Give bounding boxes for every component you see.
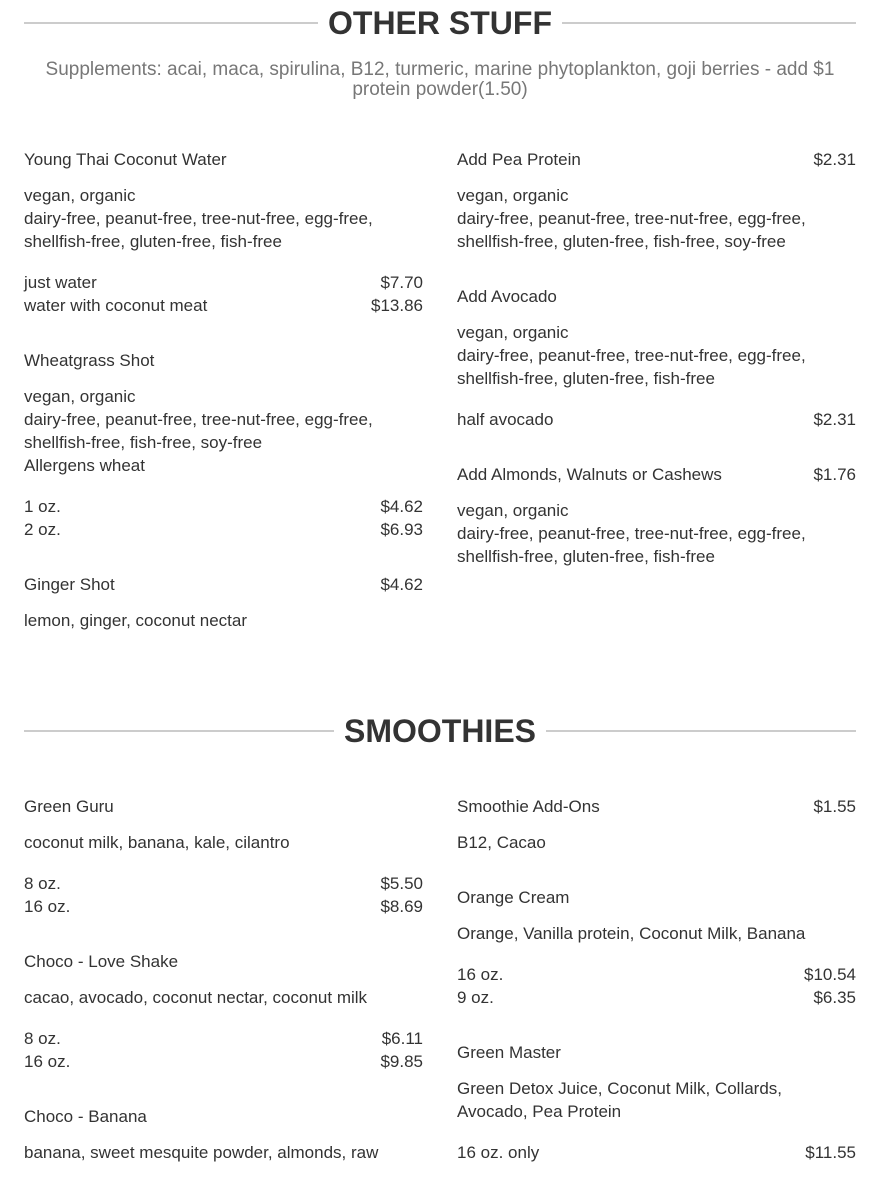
menu-item-description: [24, 609, 423, 632]
size-option-label: 2 oz.: [24, 520, 61, 539]
menu-item-description: [24, 184, 423, 253]
menu-item-name: Smoothie Add-Ons: [457, 797, 600, 816]
menu-item[interactable]: [24, 795, 423, 918]
menu-item[interactable]: [24, 148, 423, 317]
description-line: vegan, organic: [24, 387, 136, 406]
menu-item-price: $1.76: [813, 465, 856, 484]
menu-item-description: [24, 1141, 423, 1164]
size-option-price: $11.55: [805, 1143, 856, 1162]
size-option-label: 8 oz.: [24, 874, 61, 893]
size-option-price: $5.50: [380, 874, 423, 893]
description-line: vegan, organic: [457, 501, 569, 520]
size-options: [457, 963, 856, 1009]
size-option-row: [24, 895, 423, 918]
size-option-price: $6.93: [380, 520, 423, 539]
menu-item-description: [457, 499, 856, 568]
menu-item-name: Add Avocado: [457, 287, 557, 306]
size-options: [24, 1027, 423, 1073]
menu-item[interactable]: [24, 950, 423, 1073]
menu-item-header: [24, 950, 423, 974]
size-option-label: 9 oz.: [457, 988, 494, 1007]
menu-item-header: [457, 795, 856, 819]
menu-item-header: [24, 1105, 423, 1129]
size-option-label: 16 oz. only: [457, 1143, 540, 1162]
size-option-price: $7.70: [380, 273, 423, 292]
size-options: [457, 408, 856, 431]
description-line: Green Detox Juice, Coconut Milk, Collards,: [457, 1079, 783, 1098]
menu-item-price: $1.55: [813, 797, 856, 816]
size-option-label: 16 oz.: [24, 1052, 71, 1071]
size-option-row: [24, 518, 423, 541]
section-title: OTHER STUFF: [318, 1, 562, 45]
menu-item-description: [457, 184, 856, 253]
section-title: SMOOTHIES: [334, 709, 546, 753]
size-option-row: [24, 1050, 423, 1073]
size-option-row: [24, 271, 423, 294]
description-line: B12, Cacao: [457, 833, 546, 852]
size-option-row: [24, 872, 423, 895]
description-line: shellfish-free, gluten-free, fish-free: [24, 232, 282, 251]
size-option-row: [457, 963, 856, 986]
size-option-label: 8 oz.: [24, 1029, 61, 1048]
description-line: vegan, organic: [457, 323, 569, 342]
menu-item-name: Choco - Love Shake: [24, 952, 179, 971]
menu-item-name: Green Guru: [24, 797, 114, 816]
menu-item-header: [457, 463, 856, 487]
menu-item-description: [24, 831, 423, 854]
description-line: shellfish-free, gluten-free, fish-free: [457, 547, 715, 566]
description-line: vegan, organic: [24, 186, 136, 205]
size-option-row: [24, 1027, 423, 1050]
menu-item-header: [24, 795, 423, 819]
size-option-row: [24, 495, 423, 518]
menu-item-header: [457, 886, 856, 910]
menu-item-price: $4.62: [380, 575, 423, 594]
description-line: coconut milk, banana, kale, cilantro: [24, 833, 290, 852]
description-line: shellfish-free, gluten-free, fish-free, soy-free: [457, 232, 786, 251]
menu-item-header: [457, 1041, 856, 1065]
menu-item[interactable]: [457, 285, 856, 431]
menu-item-description: [24, 385, 423, 477]
menu-item[interactable]: [24, 1105, 423, 1164]
section-header-smoothies: [24, 709, 856, 753]
description-line: dairy-free, peanut-free, tree-nut-free, egg-free,: [457, 524, 806, 543]
size-option-label: just water: [24, 273, 97, 292]
size-option-price: $2.31: [813, 410, 856, 429]
description-line: dairy-free, peanut-free, tree-nut-free, egg-free,: [457, 346, 806, 365]
size-options: [24, 271, 423, 317]
size-option-row: [457, 986, 856, 1009]
menu-item-name: Green Master: [457, 1043, 561, 1062]
menu-item-description: [457, 321, 856, 390]
description-line: Orange, Vanilla protein, Coconut Milk, Banana: [457, 924, 806, 943]
size-option-row: [24, 294, 423, 317]
menu-item-price: $2.31: [813, 150, 856, 169]
menu-item-header: [457, 285, 856, 309]
size-option-label: 16 oz.: [457, 965, 504, 984]
supplements-note: Supplements: acai, maca, spirulina, B12, turmeric, marine phytoplankton, goji berries - add $1 protein powder(1.50): [45, 59, 835, 100]
description-line: dairy-free, peanut-free, tree-nut-free, egg-free,: [457, 209, 806, 228]
menu-column-left: [24, 795, 423, 1196]
menu-item-header: [24, 573, 423, 597]
menu-item[interactable]: [457, 148, 856, 253]
description-line: shellfish-free, fish-free, soy-free: [24, 433, 263, 452]
description-line: dairy-free, peanut-free, tree-nut-free, egg-free,: [24, 410, 373, 429]
size-option-price: $6.11: [381, 1029, 423, 1048]
menu-item[interactable]: [457, 1041, 856, 1164]
size-option-price: $8.69: [380, 897, 423, 916]
section-header-other-stuff: [24, 1, 856, 45]
menu-item[interactable]: [457, 463, 856, 568]
size-option-row: [457, 1141, 856, 1164]
menu-item-name: Choco - Banana: [24, 1107, 147, 1126]
description-line: banana, sweet mesquite powder, almonds, raw: [24, 1143, 379, 1162]
size-option-price: $10.54: [804, 965, 856, 984]
size-options: [24, 495, 423, 541]
menu-item-header: [24, 349, 423, 373]
description-line: dairy-free, peanut-free, tree-nut-free, egg-free,: [24, 209, 373, 228]
size-options: [457, 1141, 856, 1164]
description-line: vegan, organic: [457, 186, 569, 205]
menu-column-right: [457, 148, 856, 600]
menu-column-right: [457, 795, 856, 1196]
menu-column-left: [24, 148, 423, 664]
size-option-label: water with coconut meat: [24, 296, 208, 315]
size-option-price: $9.85: [380, 1052, 423, 1071]
menu-item-description: [457, 922, 856, 945]
size-option-label: 1 oz.: [24, 497, 61, 516]
menu-item-description: [457, 1077, 856, 1123]
size-options: [24, 872, 423, 918]
menu-item-name: Orange Cream: [457, 888, 570, 907]
description-line: Allergens wheat: [24, 456, 145, 475]
menu-item-name: Add Pea Protein: [457, 150, 581, 169]
menu-item[interactable]: [24, 349, 423, 541]
menu-item[interactable]: [457, 886, 856, 1009]
menu-item[interactable]: [24, 573, 423, 632]
menu-item-header: [24, 148, 423, 172]
menu-item[interactable]: [457, 795, 856, 854]
size-option-price: $6.35: [813, 988, 856, 1007]
description-line: lemon, ginger, coconut nectar: [24, 611, 248, 630]
description-line: cacao, avocado, coconut nectar, coconut milk: [24, 988, 368, 1007]
menu-item-description: [24, 986, 423, 1009]
size-option-label: 16 oz.: [24, 897, 71, 916]
menu-item-name: Add Almonds, Walnuts or Cashews: [457, 465, 722, 484]
menu-item-description: [457, 831, 856, 854]
menu-item-header: [457, 148, 856, 172]
size-option-price: $4.62: [380, 497, 423, 516]
size-option-row: [457, 408, 856, 431]
description-line: Avocado, Pea Protein: [457, 1102, 622, 1121]
menu-item-name: Ginger Shot: [24, 575, 115, 594]
size-option-price: $13.86: [371, 296, 423, 315]
menu-item-name: Wheatgrass Shot: [24, 351, 155, 370]
size-option-label: half avocado: [457, 410, 554, 429]
menu-item-name: Young Thai Coconut Water: [24, 150, 227, 169]
description-line: shellfish-free, gluten-free, fish-free: [457, 369, 715, 388]
